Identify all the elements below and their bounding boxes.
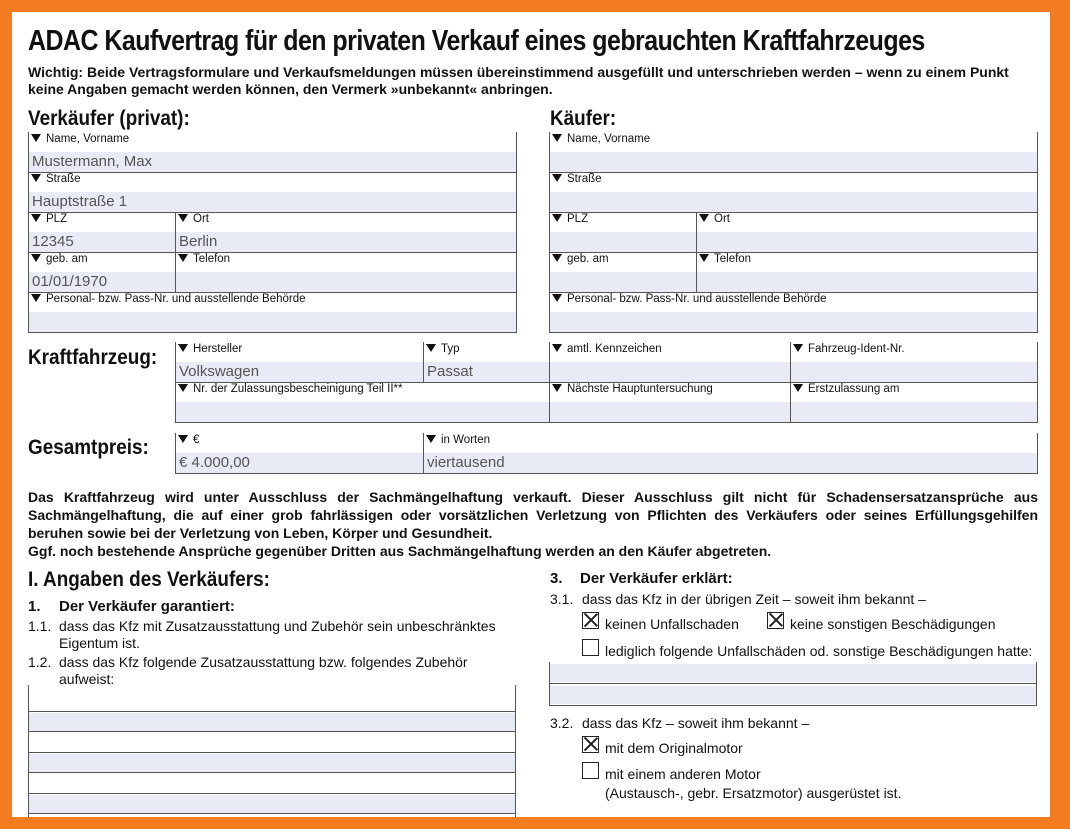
seller-id-label: Personal- bzw. Pass-Nr. und ausstellende Behörde: [31, 293, 306, 305]
document-title: ADAC Kaufvertrag für den privaten Verkauf eines gebrauchten Kraftfahrzeuges: [28, 25, 925, 57]
buyer-zip-field[interactable]: [549, 212, 697, 253]
vehicle-maker-field[interactable]: [175, 342, 424, 383]
buyer-name-label: Name, Vorname: [552, 133, 650, 145]
seller-city-field[interactable]: [175, 212, 517, 253]
seller-street-field[interactable]: [28, 172, 517, 213]
no-accident-label: keinen Unfallschaden: [605, 616, 739, 632]
seller-street-label: Straße: [31, 173, 81, 185]
original-engine-checkbox[interactable]: [582, 736, 599, 753]
vehicle-inspection-field[interactable]: [549, 382, 791, 423]
seller-birth-value[interactable]: 01/01/1970: [29, 272, 176, 292]
buyer-city-label: Ort: [699, 213, 730, 225]
vehicle-first-registration-value[interactable]: [791, 402, 1037, 422]
seller-phone-label: Telefon: [178, 253, 230, 265]
seller-name-label: Name, Vorname: [31, 133, 129, 145]
buyer-street-label: Straße: [552, 173, 602, 185]
item-1-1-text: dass das Kfz mit Zusatzausstattung und Zubehör sein unbeschränktes Eigentum ist.: [59, 618, 496, 651]
buyer-birth-value[interactable]: [550, 272, 697, 292]
seller-phone-field[interactable]: [175, 252, 517, 293]
intro-notice: Wichtig: Beide Vertragsformulare und Verkaufsmeldungen müssen übereinstimmend ausgefüllt und unterschrieben werden – wenn zu einem Punkt keine Angaben gemacht werden können, den Vermerk »unbekannt« anbringen.: [28, 64, 1009, 97]
damages-line-fill: [550, 664, 1036, 682]
vehicle-registration-value[interactable]: [176, 402, 550, 422]
accessories-line: [28, 813, 516, 814]
contract-page: [12, 12, 1050, 817]
damages-line-fill: [550, 686, 1036, 704]
price-heading: Gesamtpreis:: [28, 436, 149, 459]
buyer-city-value[interactable]: [697, 232, 1037, 252]
subsection-3-title: Der Verkäufer erklärt:: [580, 570, 733, 587]
liability-disclaimer: [28, 488, 1038, 560]
vehicle-inspection-label: Nächste Hauptuntersuchung: [552, 383, 713, 395]
seller-city-value[interactable]: Berlin: [176, 232, 516, 252]
subsection-1-number: 1.: [28, 598, 41, 615]
vehicle-registration-field[interactable]: [175, 382, 550, 423]
damages-right-border: [1036, 662, 1037, 706]
accessories-line: [28, 752, 516, 753]
original-engine-label: mit dem Originalmotor: [605, 740, 743, 756]
vehicle-vin-label: Fahrzeug-Ident-Nr.: [793, 343, 905, 355]
disclaimer-paragraph-2: Ggf. noch bestehende Ansprüche gegenüber Dritten aus Sachmängelhaftung werden an den Käufer abgetreten.: [28, 543, 772, 559]
seller-street-value[interactable]: Hauptstraße 1: [29, 192, 516, 212]
vehicle-vin-field[interactable]: [790, 342, 1038, 383]
vehicle-type-field[interactable]: [423, 342, 550, 383]
buyer-heading: Käufer:: [550, 107, 617, 130]
price-euro-field[interactable]: [175, 433, 424, 474]
other-engine-checkbox[interactable]: [582, 762, 599, 779]
accessories-line-fill: [29, 713, 515, 731]
seller-birth-field[interactable]: [28, 252, 176, 293]
vehicle-vin-value[interactable]: [791, 362, 1037, 382]
seller-heading: Verkäufer (privat):: [28, 107, 190, 130]
vehicle-heading: Kraftfahrzeug:: [28, 346, 158, 369]
price-euro-label: €: [178, 434, 199, 446]
seller-birth-label: geb. am: [31, 253, 88, 265]
price-words-value[interactable]: viertausend: [424, 453, 1037, 473]
seller-id-field[interactable]: [28, 292, 517, 333]
accessories-line: [28, 772, 516, 773]
vehicle-inspection-value[interactable]: [550, 402, 791, 422]
vehicle-type-label: Typ: [426, 343, 460, 355]
price-words-label: in Worten: [426, 434, 490, 446]
damages-line: [549, 705, 1037, 706]
buyer-birth-field[interactable]: [549, 252, 697, 293]
buyer-phone-value[interactable]: [697, 272, 1037, 292]
seller-phone-value[interactable]: [176, 272, 516, 292]
item-3-1-text: dass das Kfz in der übrigen Zeit – soweit ihm bekannt –: [582, 591, 926, 607]
no-accident-checkbox[interactable]: [582, 612, 599, 629]
seller-name-field[interactable]: [28, 132, 517, 173]
item-1-2-number: 1.2.: [28, 654, 52, 670]
vehicle-plate-value[interactable]: [550, 362, 791, 382]
item-3-2-number: 3.2.: [550, 715, 574, 731]
buyer-id-field[interactable]: [549, 292, 1038, 333]
item-1-2-text: dass das Kfz folgende Zusatzausstattung bzw. folgendes Zubehör aufweist:: [59, 654, 468, 687]
other-engine-label: mit einem anderen Motor: [605, 766, 761, 782]
accessories-line: [28, 793, 516, 794]
buyer-id-label: Personal- bzw. Pass-Nr. und ausstellende Behörde: [552, 293, 827, 305]
item-3-2-text: dass das Kfz – soweit ihm bekannt –: [582, 715, 810, 731]
seller-zip-field[interactable]: [28, 212, 176, 253]
seller-name-value[interactable]: Mustermann, Max: [29, 152, 516, 172]
seller-id-value[interactable]: [29, 312, 516, 332]
only-following-damages-checkbox[interactable]: [582, 639, 599, 656]
price-words-field[interactable]: [423, 433, 1038, 474]
subsection-1-title: Der Verkäufer garantiert:: [59, 598, 235, 615]
accessories-line-fill: [29, 795, 515, 813]
buyer-phone-label: Telefon: [699, 253, 751, 265]
vehicle-plate-field[interactable]: [549, 342, 791, 383]
buyer-phone-field[interactable]: [696, 252, 1038, 293]
item-3-1-number: 3.1.: [550, 591, 574, 607]
buyer-zip-label: PLZ: [552, 213, 588, 225]
seller-city-label: Ort: [178, 213, 209, 225]
buyer-name-field[interactable]: [549, 132, 1038, 173]
no-damage-checkbox[interactable]: [767, 612, 784, 629]
no-damage-label: keine sonstigen Beschädigungen: [790, 616, 996, 632]
buyer-name-value[interactable]: [550, 152, 1037, 172]
accessories-line: [28, 711, 516, 712]
accessories-right-border: [515, 685, 516, 817]
damages-line: [549, 683, 1037, 684]
accessories-line: [28, 731, 516, 732]
vehicle-maker-value[interactable]: Volkswagen: [176, 362, 424, 382]
price-euro-value[interactable]: € 4.000,00: [176, 453, 424, 473]
vehicle-type-value[interactable]: Passat: [424, 362, 550, 382]
only-following-damages-label: lediglich folgende Unfallschäden od. sonstige Beschädigungen hatte:: [605, 643, 1033, 659]
buyer-city-field[interactable]: [696, 212, 1038, 253]
section-1-heading: I. Angaben des Verkäufers:: [28, 568, 270, 591]
seller-zip-value[interactable]: 12345: [29, 232, 176, 252]
seller-zip-label: PLZ: [31, 213, 67, 225]
buyer-birth-label: geb. am: [552, 253, 609, 265]
vehicle-registration-label: Nr. der Zulassungsbescheinigung Teil II**: [178, 383, 402, 395]
buyer-street-field[interactable]: [549, 172, 1038, 213]
buyer-street-value[interactable]: [550, 192, 1037, 212]
vehicle-maker-label: Hersteller: [178, 343, 242, 355]
accessories-line-fill: [29, 754, 515, 772]
vehicle-first-registration-field[interactable]: [790, 382, 1038, 423]
vehicle-plate-label: amtl. Kennzeichen: [552, 343, 662, 355]
buyer-id-value[interactable]: [550, 312, 1037, 332]
item-1-1-number: 1.1.: [28, 618, 52, 634]
subsection-3-number: 3.: [550, 570, 563, 587]
buyer-zip-value[interactable]: [550, 232, 697, 252]
vehicle-first-registration-label: Erstzulassung am: [793, 383, 899, 395]
other-engine-detail: (Austausch-, gebr. Ersatzmotor) ausgerüstet ist.: [605, 785, 902, 801]
disclaimer-paragraph-1: Das Kraftfahrzeug wird unter Ausschluss der Sachmängelhaftung verkauft. Dieser Ausschluss gilt nicht für Schadensersatzansprüche aus Sachmängelhaftung, die auf einer grob fahrlässigen oder vorsätzlichen Verletzung von Pflichten des Verkäufers oder seines Erfüllungsgehilfen beruhen sowie bei der Verletzung von Leben, Körper und Gesundheit.: [28, 489, 1038, 541]
